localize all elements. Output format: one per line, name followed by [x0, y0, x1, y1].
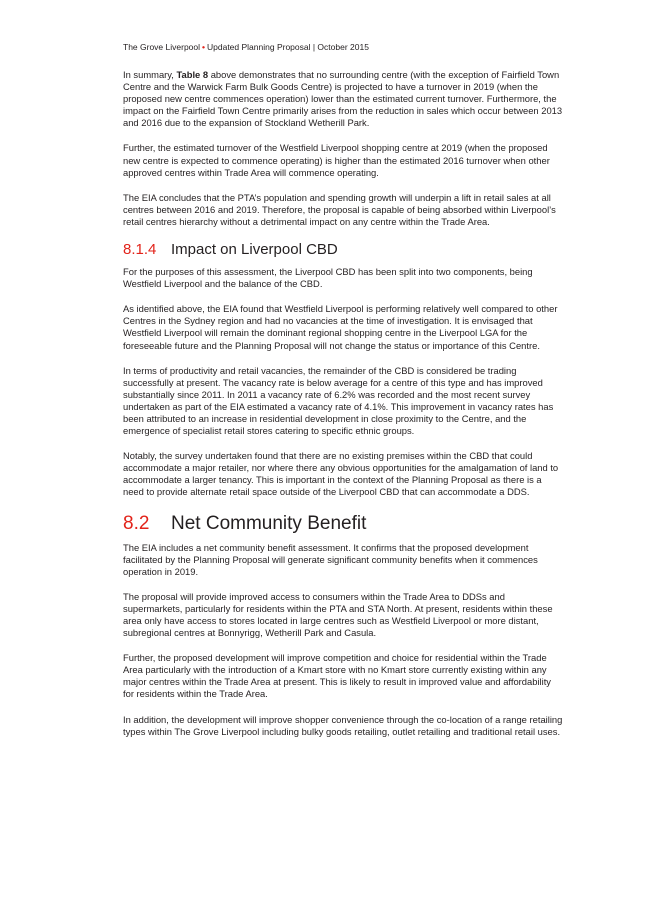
summary-lead: In summary,	[123, 69, 177, 80]
header-title: The Grove Liverpool	[123, 42, 201, 52]
heading-number: 8.2	[123, 512, 150, 534]
heading-title: Impact on Liverpool CBD	[171, 241, 338, 259]
paragraph-vacancy-rates: In terms of productivity and retail vacancies, the remainder of the CBD is considered be trading successfully at present. The vacancy rate is below average for a centre of this type and has improved substantially since 2011. In 2011 a vacancy rate of 6.2% was recorded and the most recent survey undertaken as part of the EIA estimated a vacancy rate of 4.1%. This improvement in vacancy rates has been attributed to an increase in residential development in close proximity to the Centre, and the emergence of specialist retail stores catering to specific ethnic groups.	[123, 364, 554, 437]
header-subtitle: Updated Planning Proposal | October 2015	[207, 42, 369, 52]
paragraph-cbd-components: For the purposes of this assessment, the Liverpool CBD has been split into two components, being Westfield Liverpool and the balance of the CBD.	[123, 266, 533, 290]
paragraph-no-premises: Notably, the survey undertaken found that there are no existing premises within the CBD that could accommodate a major retailer, nor where there any obvious opportunities for the amalgamation of land to accommodate a larger tenancy. This is important in the context of the Planning Proposal as there is a need to provide alternate retail space outside of the Liverpool CBD that can accommodate a DDS.	[123, 450, 559, 498]
paragraph-benefit-assessment: The EIA includes a net community benefit assessment. It confirms that the proposed development facilitated by the Planning Proposal will generate significant community benefits when it commences operation in 2019.	[123, 541, 538, 577]
heading-number: 8.1.4	[123, 241, 157, 259]
paragraph-summary	[123, 69, 563, 129]
paragraph-westfield-turnover: Further, the estimated turnover of the Westfield Liverpool shopping centre at 2019 (when the proposed new centre is expected to commence operating) is higher than the estimated 2016 turnover when other approved centres within Trade Area will commence operating.	[123, 142, 550, 178]
paragraph-eia-conclusion: The EIA concludes that the PTA’s population and spending growth will underpin a lift in retail sales at all centres between 2016 and 2019. Therefore, the proposal is capable of being absorbed within Liverpool’s retail centres hierarchy without a detrimental impact on any centre within the Trade Area.	[123, 191, 556, 227]
heading-impact-liverpool-cbd	[123, 241, 563, 259]
paragraph-westfield-performance: As identified above, the EIA found that Westfield Liverpool is performing relatively well compared to other Centres in the Sydney region and had no vacancies at the time of investigation. It is envisaged that Westfield Liverpool will remain the dominant regional shopping centre in the Liverpool LGA for the foreseeable future and the Planning Proposal will not change the status or importance of this Centre.	[123, 303, 558, 351]
header-separator: •	[202, 42, 205, 52]
page-body	[123, 69, 563, 751]
paragraph-improved-access: The proposal will provide improved access to consumers within the Trade Area to DDSs and supermarkets, particularly for residents within the PTA and STA North. At present, residents within these area only have access to stores located in large centres such as Westfield Liverpool or more distant, subregional centres at Bonnyrigg, Wetherill Park and Casula.	[123, 590, 553, 639]
paragraph-competition-choice: Further, the proposed development will improve competition and choice for residential within the Trade Area particularly with the introduction of a Kmart store with no Kmart store currently existing within any major centres within the Trade Area at present. This is likely to result in improved value and affordability for residents within the Trade Area.	[123, 652, 551, 700]
heading-title: Net Community Benefit	[171, 512, 367, 534]
paragraph-shopper-convenience: In addition, the development will improve shopper convenience through the co-location of a range retailing types within The Grove Liverpool including bulky goods retailing, outlet retailing and traditional retail uses.	[123, 713, 563, 737]
running-header	[123, 42, 369, 52]
summary-rest: above demonstrates that no surrounding centre (with the exception of Fairfield Town Centre and the Warwick Farm Bulk Goods Centre) is projected to have a turnover in 2019 (when the proposed new centre commences operation) lower than the estimated current turnover. Furthermore, the impact on the Fairfield Town Centre primarily arises from the reduction in sales which occur between 2013 and 2016 due to the expansion of Stockland Wetherill Park.	[123, 69, 563, 129]
heading-net-community-benefit	[123, 513, 563, 535]
table-reference: Table 8	[176, 69, 209, 80]
